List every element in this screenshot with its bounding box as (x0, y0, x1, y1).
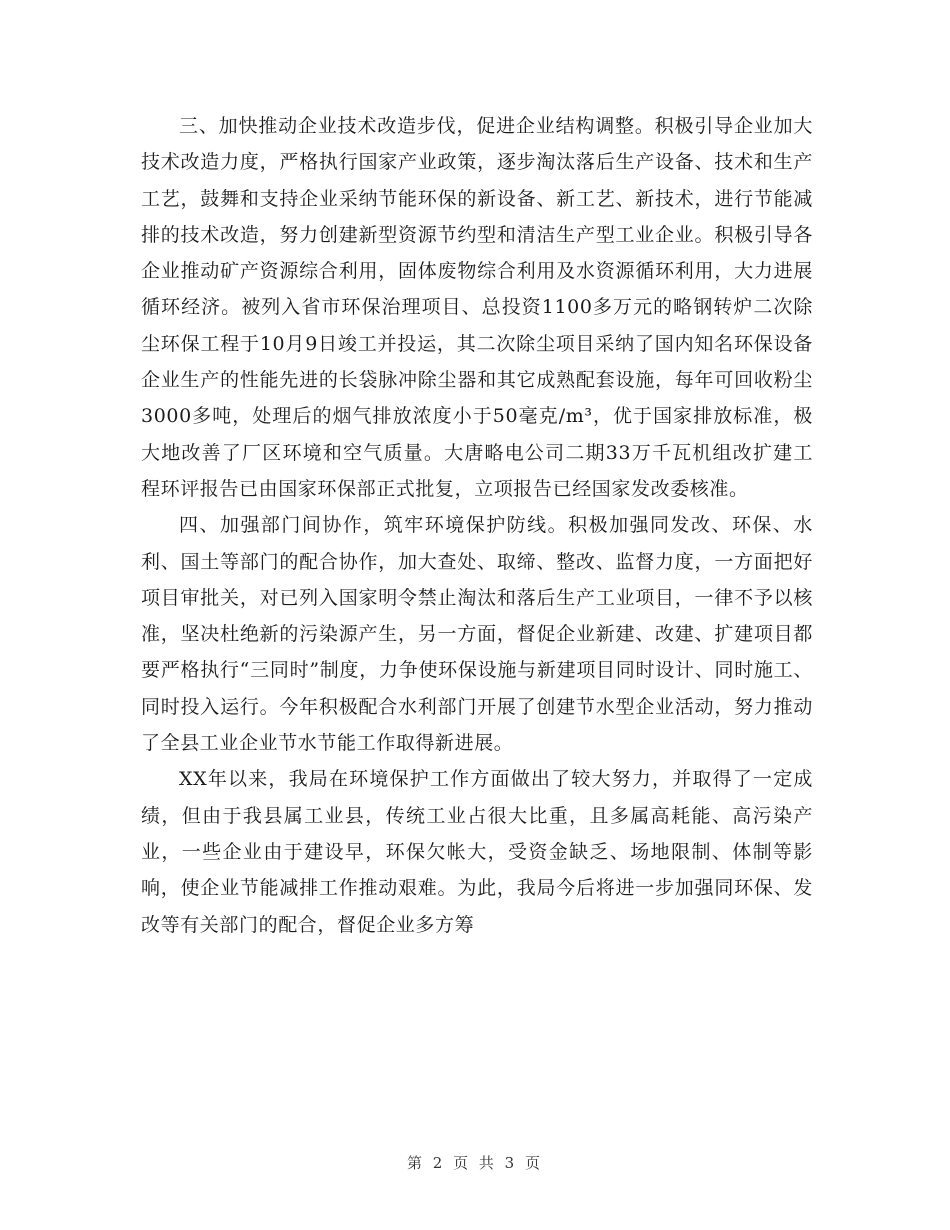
paragraph-section-four: 四、加强部门间协作，筑牢环境保护防线。积极加强同发改、环保、水利、国土等部门的配合协作，加大查处、取缔、整改、监督力度，一方面把好项目审批关，对已列入国家明令禁止淘汰和落后生产工业项目，一律不予以核准，坚决杜绝新的污染源产生，另一方面，督促企业新建、改建、扩建项目都要严格执行“三同时”制度，力争使环保设施与新建项目同时设计、同时施工、同时投入运行。今年积极配合水利部门开展了创建节水型企业活动，努力推动了全县工业企业节水节能工作取得新进展。 (141, 514, 813, 755)
paragraph-section-three: 三、加快推动企业技术改造步伐，促进企业结构调整。积极引导企业加大技术改造力度，严格执行国家产业政策，逐步淘汰落后生产设备、技术和生产工艺，鼓舞和支持企业采纳节能环保的新设备、新工艺、新技术，进行节能减排的技术改造，努力创建新型资源节约型和清洁生产型工业企业。积极引导各企业推动矿产资源综合利用，固体废物综合利用及水资源循环利用，大力进展循环经济。被列入省市环保治理项目、总投资1100多万元的略钢转炉二次除尘环保工程于10月9日竣工并投运，其二次除尘项目采纳了国内知名环保设备企业生产的性能先进的长袋脉冲除尘器和其它成熟配套设施，每年可回收粉尘3000多吨，处理后的烟气排放浓度小于50毫克/m³，优于国家排放标准，极大地改善了厂区环境和空气质量。大唐略电公司二期33万千瓦机组改扩建工程环评报告已由国家环保部正式批复，立项报告已经国家发改委核准。 (141, 115, 813, 500)
paragraph-summary: XX年以来，我局在环境保护工作方面做出了较大努力，并取得了一定成绩，但由于我县属工业县，传统工业占很大比重，且多属高耗能、高污染产业，一些企业由于建设早，环保欠帐大，受资金缺乏、场地限制、体制等影响，使企业节能减排工作推动艰难。为此，我局今后将进一步加强同环保、发改等有关部门的配合，督促企业多方筹 (141, 768, 813, 936)
page-footer: 第 2 页 共 3 页 (407, 1154, 543, 1172)
document-body (141, 108, 813, 943)
